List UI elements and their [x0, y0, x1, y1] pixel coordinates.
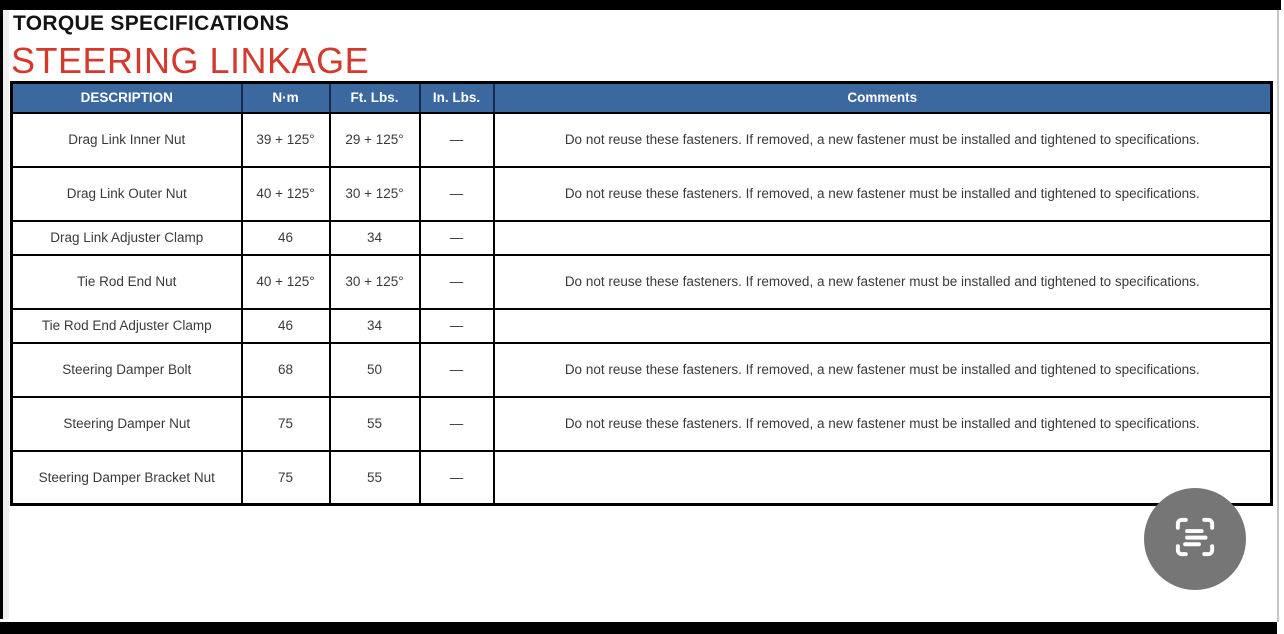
cell-inlbs: — — [420, 221, 494, 255]
cell-nm: 46 — [242, 221, 330, 255]
table-row — [12, 309, 1272, 343]
scan-text-button[interactable] — [1144, 488, 1246, 590]
cell-nm: 40 + 125° — [242, 255, 330, 309]
cell-ftlbs: 29 + 125° — [330, 113, 420, 167]
column-header-ftlbs: Ft. Lbs. — [330, 83, 420, 113]
cell-comments — [494, 309, 1272, 343]
cell-comments: Do not reuse these fasteners. If removed, a new fastener must be installed and tightened to specifications. — [494, 113, 1272, 167]
cell-description: Steering Damper Bracket Nut — [12, 451, 242, 505]
torque-spec-table — [10, 81, 1273, 506]
cell-description: Steering Damper Bolt — [12, 343, 242, 397]
cell-comments: Do not reuse these fasteners. If removed, a new fastener must be installed and tightened to specifications. — [494, 343, 1272, 397]
cell-nm: 46 — [242, 309, 330, 343]
cell-ftlbs: 55 — [330, 397, 420, 451]
cell-description: Drag Link Inner Nut — [12, 113, 242, 167]
cell-inlbs: — — [420, 343, 494, 397]
table-row — [12, 397, 1272, 451]
cell-ftlbs: 30 + 125° — [330, 167, 420, 221]
section-title: STEERING LINKAGE — [11, 40, 370, 81]
cell-nm: 40 + 125° — [242, 167, 330, 221]
table-row — [12, 167, 1272, 221]
scrollbar-track[interactable] — [1277, 10, 1279, 622]
table-row — [12, 221, 1272, 255]
cell-inlbs: — — [420, 167, 494, 221]
cell-inlbs: — — [420, 113, 494, 167]
column-header-inlbs: In. Lbs. — [420, 83, 494, 113]
cell-inlbs: — — [420, 397, 494, 451]
cell-description: Drag Link Outer Nut — [12, 167, 242, 221]
cell-description: Drag Link Adjuster Clamp — [12, 221, 242, 255]
scan-text-icon — [1166, 508, 1224, 571]
letterbox-bar-bottom — [0, 622, 1277, 634]
page-left-edge-shade — [3, 10, 9, 619]
column-header-nm: N·m — [242, 83, 330, 113]
cell-nm: 39 + 125° — [242, 113, 330, 167]
cell-description: Steering Damper Nut — [12, 397, 242, 451]
table-header-row — [12, 83, 1272, 113]
letterbox-bar-top — [0, 0, 1281, 10]
table-row — [12, 113, 1272, 167]
cell-comments: Do not reuse these fasteners. If removed, a new fastener must be installed and tightened to specifications. — [494, 255, 1272, 309]
cell-inlbs: — — [420, 255, 494, 309]
table-row — [12, 451, 1272, 505]
cell-nm: 68 — [242, 343, 330, 397]
cell-comments — [494, 451, 1272, 505]
cell-nm: 75 — [242, 397, 330, 451]
cell-ftlbs: 34 — [330, 309, 420, 343]
table-row — [12, 255, 1272, 309]
cell-inlbs: — — [420, 451, 494, 505]
cell-comments: Do not reuse these fasteners. If removed, a new fastener must be installed and tightened to specifications. — [494, 167, 1272, 221]
cell-ftlbs: 50 — [330, 343, 420, 397]
cell-inlbs: — — [420, 309, 494, 343]
cell-nm: 75 — [242, 451, 330, 505]
column-header-comments: Comments — [494, 83, 1272, 113]
cell-description: Tie Rod End Nut — [12, 255, 242, 309]
table-row — [12, 343, 1272, 397]
cell-ftlbs: 55 — [330, 451, 420, 505]
cell-comments — [494, 221, 1272, 255]
cell-description: Tie Rod End Adjuster Clamp — [12, 309, 242, 343]
cell-ftlbs: 30 + 125° — [330, 255, 420, 309]
cell-comments: Do not reuse these fasteners. If removed, a new fastener must be installed and tightened to specifications. — [494, 397, 1272, 451]
column-header-description: DESCRIPTION — [12, 83, 242, 113]
cell-ftlbs: 34 — [330, 221, 420, 255]
page-title: TORQUE SPECIFICATIONS — [13, 12, 290, 35]
